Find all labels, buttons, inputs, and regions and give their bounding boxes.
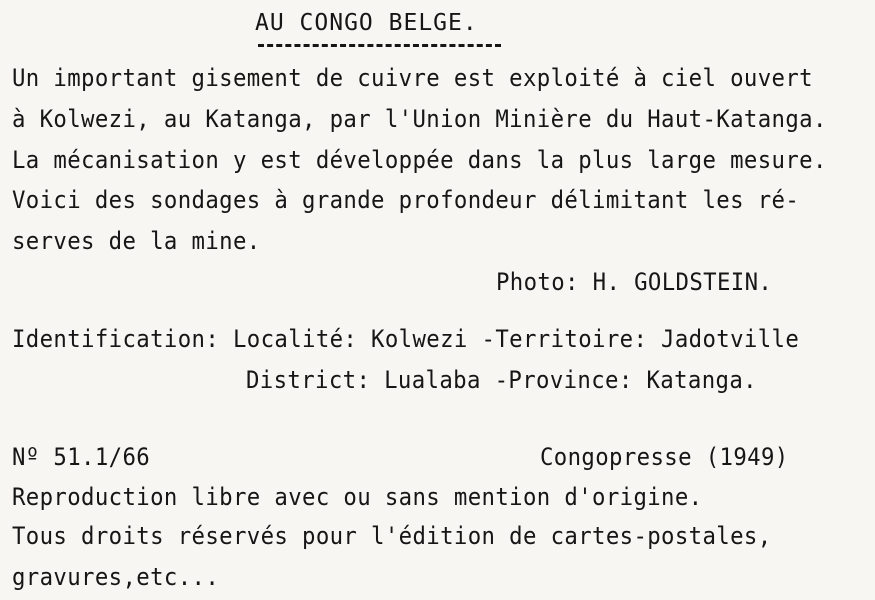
photo-credit: Photo: H. GOLDSTEIN.: [496, 268, 773, 296]
body-line-3: La mécanisation y est développée dans la plus large mesure.: [12, 146, 827, 174]
body-line-4: Voici des sondages à grande profondeur délimitant les ré-: [12, 186, 800, 214]
note-line-3: gravures,etc...: [12, 563, 220, 591]
identification-line-2: District: Lualaba -Province: Katanga.: [246, 366, 757, 394]
agency-credit: Congopresse (1949): [540, 443, 789, 471]
body-line-5: serves de la mine.: [12, 227, 261, 255]
title-underline: [258, 44, 501, 47]
caption-title: AU CONGO BELGE.: [255, 10, 478, 36]
identification-line-1: Identification: Localité: Kolwezi -Territoire: Jadotville: [12, 325, 800, 353]
reference-number: Nº 51.1/66: [12, 443, 151, 471]
note-line-1: Reproduction libre avec ou sans mention d'origine.: [12, 483, 703, 511]
note-line-2: Tous droits réservés pour l'édition de cartes-postales,: [12, 522, 772, 550]
body-line-1: Un important gisement de cuivre est exploité à ciel ouvert: [12, 64, 813, 92]
body-line-2: à Kolwezi, au Katanga, par l'Union Minière du Haut-Katanga.: [12, 105, 827, 133]
